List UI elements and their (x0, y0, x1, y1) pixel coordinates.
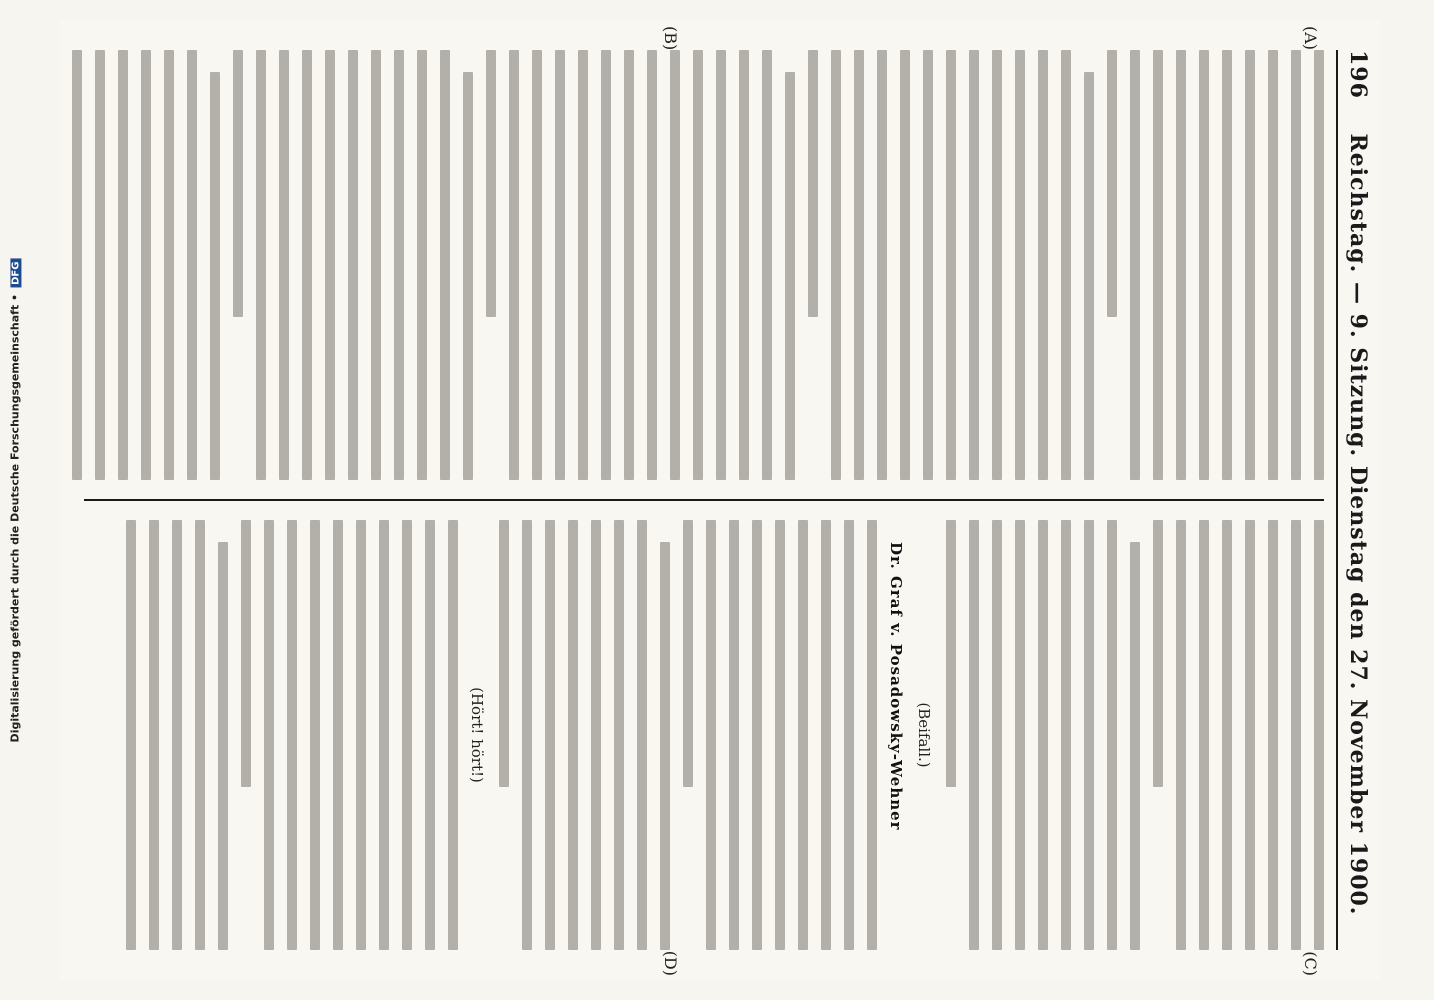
text-line (992, 50, 1002, 480)
text-line (831, 50, 841, 480)
text-line (509, 50, 519, 480)
text-line (1153, 520, 1163, 787)
text-line (706, 520, 716, 950)
text-line (992, 520, 1002, 950)
right-column-middle-lines (499, 520, 877, 950)
text-line (946, 520, 956, 787)
text-line (141, 50, 151, 480)
text-line (333, 520, 343, 950)
text-line (555, 50, 565, 480)
text-line (1176, 520, 1186, 950)
text-line (394, 50, 404, 480)
text-line (371, 50, 381, 480)
text-line (601, 50, 611, 480)
text-line (1130, 50, 1140, 480)
text-line (486, 50, 496, 317)
text-line (545, 520, 555, 950)
text-line (233, 50, 243, 317)
text-line (729, 520, 739, 950)
text-line (1061, 50, 1071, 480)
text-line (877, 50, 887, 480)
text-line (923, 50, 933, 480)
text-line (752, 520, 762, 950)
text-line (775, 520, 785, 950)
text-line (118, 50, 128, 480)
page-header (1344, 50, 1372, 950)
text-line (95, 50, 105, 480)
running-title: Reichstag. — 9. Sitzung. Dienstag den 27. November 1900. (1345, 133, 1371, 916)
page-number: 196 (1345, 50, 1371, 99)
speaker-line (887, 542, 905, 950)
margin-letter-d: (D) (661, 950, 680, 976)
text-line (946, 50, 956, 480)
scanned-page-frame (60, 20, 1380, 980)
text-line (844, 520, 854, 950)
digitization-notice (2, 0, 28, 1000)
text-line (187, 50, 197, 480)
text-line (218, 542, 228, 950)
text-line (716, 50, 726, 480)
text-line (969, 50, 979, 480)
text-line (900, 50, 910, 480)
text-line (348, 50, 358, 480)
text-line (499, 520, 509, 787)
text-line (969, 520, 979, 950)
text-line (379, 520, 389, 950)
text-line (1222, 50, 1232, 480)
text-line (1153, 50, 1163, 480)
hear-interjection: (Hört! hört!) (468, 687, 486, 783)
text-column-left (84, 50, 1324, 480)
right-column-bottom-lines (126, 520, 458, 950)
text-line (126, 520, 136, 950)
text-line (624, 50, 634, 480)
text-line (417, 50, 427, 480)
text-line (762, 50, 772, 480)
text-line (1199, 50, 1209, 480)
text-line (1084, 520, 1094, 950)
text-line (1268, 520, 1278, 950)
text-line (532, 50, 542, 480)
text-line (578, 50, 588, 480)
text-line (164, 50, 174, 480)
text-line (1038, 520, 1048, 950)
text-line (1314, 520, 1324, 950)
text-line (808, 50, 818, 317)
text-line (195, 520, 205, 950)
speaker-name: Dr. Graf v. Posadowsky-Wehner (887, 542, 905, 831)
text-line (425, 520, 435, 950)
text-line (210, 72, 220, 480)
text-line (693, 50, 703, 480)
text-line (1176, 50, 1186, 480)
text-line (1314, 50, 1324, 480)
text-line (241, 520, 251, 787)
text-line (1015, 520, 1025, 950)
text-line (1107, 50, 1117, 317)
text-line (798, 520, 808, 950)
text-line (1015, 50, 1025, 480)
text-line (637, 520, 647, 950)
text-line (172, 520, 182, 950)
text-line (867, 520, 877, 950)
text-line (1061, 520, 1071, 950)
applause-interjection: (Beifall.) (915, 702, 933, 768)
text-line (785, 72, 795, 480)
text-line (1130, 542, 1140, 950)
margin-letter-b: (B) (661, 26, 680, 51)
text-line (1291, 50, 1301, 480)
text-line (591, 520, 601, 950)
text-line (287, 520, 297, 950)
text-line (1291, 520, 1301, 950)
text-line (647, 50, 657, 480)
text-line (463, 72, 473, 480)
scanned-page (60, 20, 1380, 980)
text-line (310, 520, 320, 950)
text-line (264, 520, 274, 950)
margin-letter-c: (C) (1301, 951, 1320, 976)
text-line (325, 50, 335, 480)
text-line (568, 520, 578, 950)
text-line (1268, 50, 1278, 480)
dfg-logo: DFG (11, 258, 22, 287)
right-column-top-lines (946, 520, 1324, 950)
text-line (614, 520, 624, 950)
text-column-right (84, 520, 1324, 950)
digitization-notice-text: Digitalisierung gefördert durch die Deutsche Forschungsgemeinschaft • (8, 293, 22, 742)
margin-letter-a: (A) (1301, 26, 1320, 51)
text-line (1038, 50, 1048, 480)
header-rule (1336, 50, 1338, 950)
text-line (279, 50, 289, 480)
text-line (739, 50, 749, 480)
text-line (660, 542, 670, 950)
text-line (1199, 520, 1209, 950)
text-line (256, 50, 266, 480)
text-line (1107, 520, 1117, 950)
text-line (440, 50, 450, 480)
text-line (356, 520, 366, 950)
text-line (670, 50, 680, 480)
text-line (402, 520, 412, 950)
text-line (1245, 50, 1255, 480)
text-line (522, 520, 532, 950)
column-divider (84, 499, 1324, 501)
text-line (821, 520, 831, 950)
text-line (683, 520, 693, 787)
text-line (854, 50, 864, 480)
text-line (448, 520, 458, 950)
text-line (1222, 520, 1232, 950)
text-line (1245, 520, 1255, 950)
text-line (1084, 72, 1094, 480)
text-line (72, 50, 82, 480)
text-line (149, 520, 159, 950)
text-line (302, 50, 312, 480)
